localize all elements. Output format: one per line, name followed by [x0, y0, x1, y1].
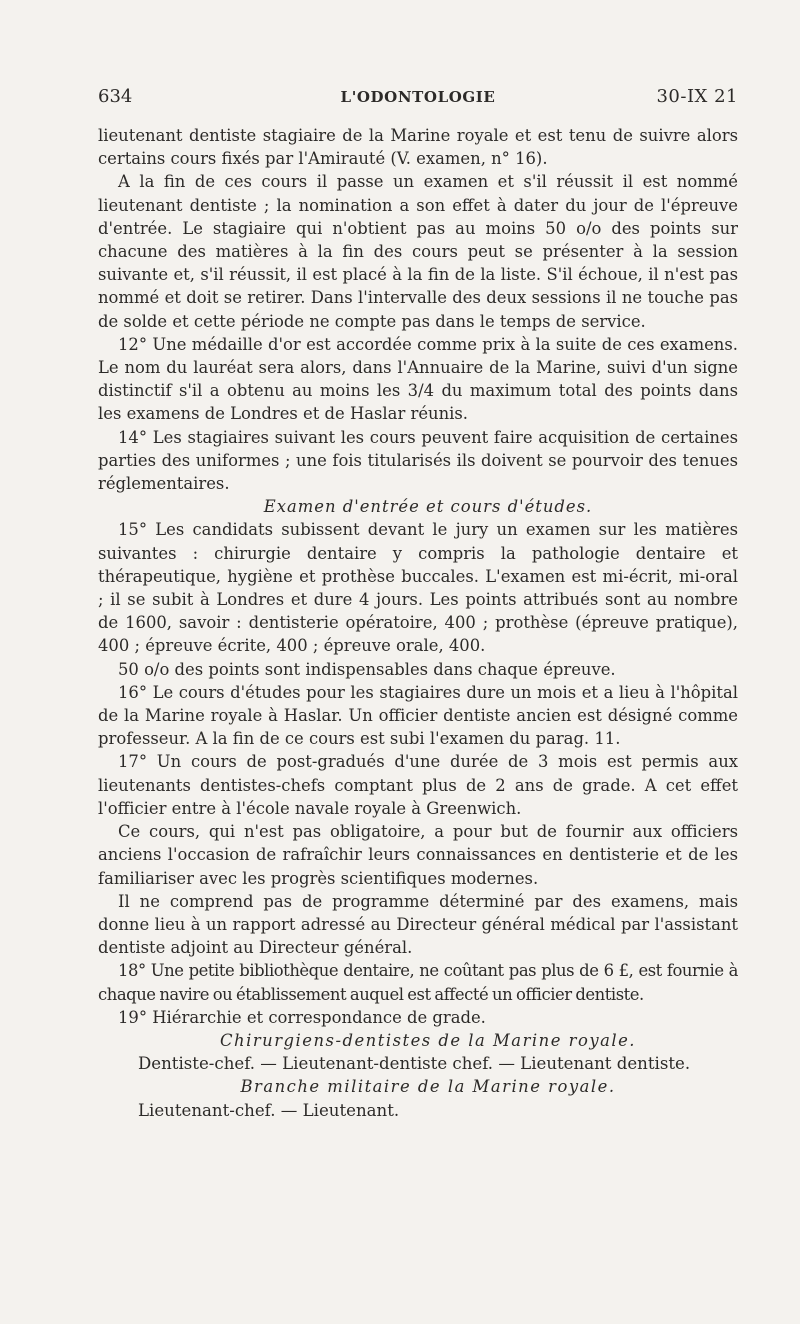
paragraph-17-report: Il ne comprend pas de programme déterminé par des examens, mais donne lieu à un rapport adressé au Directeur général médical par l'assistant dentiste adjoint au Directeur général.: [98, 891, 738, 958]
issue-date: 30-IX 21: [656, 86, 738, 107]
paragraph-17-purpose: Ce cours, qui n'est pas obligatoire, a pour but de fournir aux officiers anciens l'occasion de rafraîchir leurs connaissances en dentisterie et de les familiariser avec les progrès scientifiques modernes.: [98, 822, 738, 888]
paragraph-19: 19° Hiérarchie et correspondance de grade.: [118, 1007, 486, 1027]
section-heading-dentists: Chirurgiens-dentistes de la Marine royale.: [219, 1030, 636, 1050]
page-number: 634: [98, 86, 133, 107]
section-heading-military: Branche militaire de la Marine royale.: [240, 1077, 616, 1097]
section-heading-exam: Examen d'entrée et cours d'études.: [263, 497, 593, 517]
paragraph-15-points: 50 o/o des points sont indispensables dans chaque épreuve.: [118, 659, 616, 679]
dental-ranks-line: Dentiste-chef. — Lieutenant-dentiste chef. — Lieutenant dentiste.: [138, 1054, 691, 1074]
page-header: [98, 86, 738, 110]
running-title: L'ODONTOLOGIE: [340, 88, 496, 106]
page-body: [98, 124, 738, 1122]
military-ranks-line: Lieutenant-chef. — Lieutenant.: [138, 1100, 400, 1120]
paragraph-continuation: lieutenant dentiste stagiaire de la Marine royale et est tenu de suivre alors certains cours fixés par l'Amirauté (V. examen, n° 16).: [98, 126, 738, 169]
paragraph-17: 17° Un cours de post-gradués d'une durée de 3 mois est permis aux lieutenants dentistes-chefs comptant plus de 2 ans de grade. A cet effet l'officier entre à l'école navale royale à Greenwich.: [98, 752, 738, 818]
paragraph-18: 18° Une petite bibliothèque dentaire, ne coûtant pas plus de 6 £, est fournie à chaque navire ou établissement auquel est affecté un officier dentiste.: [98, 961, 738, 1004]
paragraph-exam: A la fin de ces cours il passe un examen et s'il réussit il est nommé lieutenant dentiste ; la nomination a son effet à dater du jour de l'épreuve d'entrée. Le stagiaire qui n'obtient pas au moins 50 o/o des points sur chacune des matières à la fin des cours peut se présenter à la session suivante et, s'il réussit, il est placé à la fin de la liste. S'il échoue, il n'est pas nommé et doit se retirer. Dans l'intervalle des deux sessions il ne touche pas de solde et cette période ne compte pas dans le temps de service.: [98, 172, 738, 331]
paragraph-15: 15° Les candidats subissent devant le jury un examen sur les matières suivantes : chirurgie dentaire y compris la pathologie dentaire et thérapeutique, hygiène et prothèse buccales. L'examen est mi-écrit, mi-oral ; il se subit à Londres et dure 4 jours. Les points attribués sont au nombre de 1600, savoir : dentisterie opératoire, 400 ; prothèse (épreuve pratique), 400 ; épreuve écrite, 400 ; épreuve orale, 400.: [98, 520, 738, 656]
paragraph-14: 14° Les stagiaires suivant les cours peuvent faire acquisition de certaines parties des uniformes ; une fois titularisés ils doivent se pourvoir des tenues réglementaires.: [98, 427, 738, 494]
paragraph-12: 12° Une médaille d'or est accordée comme prix à la suite de ces examens. Le nom du lauréat sera alors, dans l'Annuaire de la Marine, suivi d'un signe distinctif s'il a obtenu au moins les 3/4 du maximum total des points dans les examens de Londres et de Haslar réunis.: [98, 334, 738, 424]
paragraph-16: 16° Le cours d'études pour les stagiaires dure un mois et a lieu à l'hôpital de la Marine royale à Haslar. Un officier dentiste ancien est désigné comme professeur. A la fin de ce cours est subi l'examen du parag. 11.: [98, 682, 738, 749]
